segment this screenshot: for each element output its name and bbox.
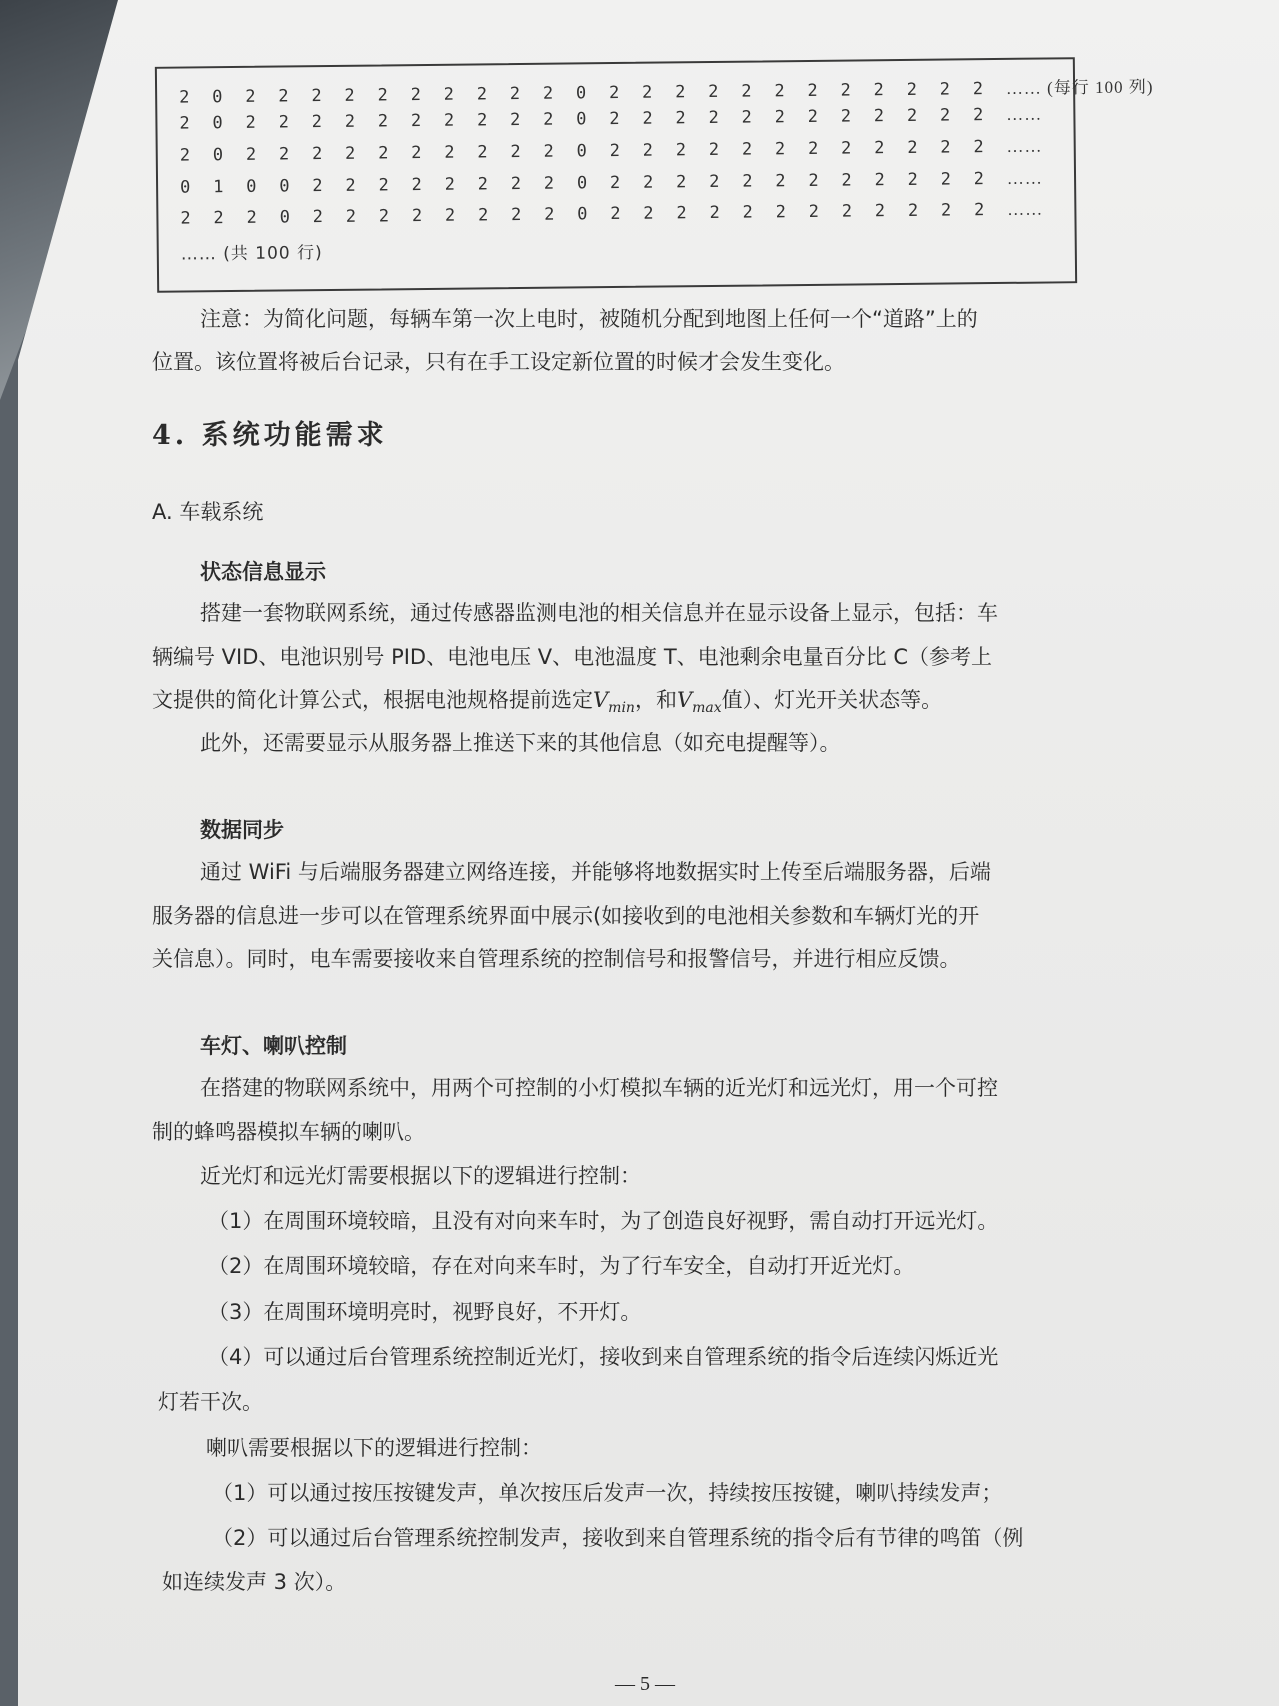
lights-paragraph-line: 在搭建的物联网系统中，用两个可控制的小灯模拟车辆的近光灯和远光灯，用一个可控 [200,1076,998,1100]
lights-paragraph-line: 近光灯和远光灯需要根据以下的逻辑进行控制： [200,1164,641,1188]
grid-row: 2 0 2 2 2 2 2 2 2 2 2 2 0 2 2 2 2 2 2 2 2 2 2 2 2 …… [179,104,1043,134]
sync-paragraph-line: 关信息）。同时，电车需要接收来自管理系统的控制信号和报警信号，并进行相应反馈。 [152,947,961,971]
status-paragraph-line: 辆编号 VID、电池识别号 PID、电池电压 V、电池温度 T、电池剩余电量百分比 C（参考上 [152,645,992,669]
grid-row: 2 0 2 2 2 2 2 2 2 2 2 2 0 2 2 2 2 2 2 2 2 2 2 2 2 …… (每行 100 列) [179,77,1154,108]
horn-list-item: 如连续发声 3 次）。 [162,1570,347,1594]
lights-list-item: （2）在周围环境较暗，存在对向来车时，为了行车安全，自动打开近光灯。 [208,1254,915,1278]
grid-row: 0 1 0 0 2 2 2 2 2 2 2 2 0 2 2 2 2 2 2 2 2 2 2 2 2 …… [180,168,1043,198]
status-paragraph-line: 此外，还需要显示从服务器上推送下来的其他信息（如充电提醒等）。 [200,731,841,755]
grid-row: 2 2 2 0 2 2 2 2 2 2 2 2 0 2 2 2 2 2 2 2 2 2 2 2 2 …… [180,199,1044,229]
sync-heading: 数据同步 [200,818,284,842]
note-line-1: 注意：为简化问题，每辆车第一次上电时，被随机分配到地图上任何一个“道路”上的 [200,307,978,331]
lights-list-item: （1）在周围环境较暗，且没有对向来车时，为了创造良好视野，需自动打开远光灯。 [208,1209,999,1233]
note-line-2: 位置。该位置将被后台记录，只有在手工设定新位置的时候才会发生变化。 [152,350,845,374]
status-paragraph-line: 搭建一套物联网系统，通过传感器监测电池的相关信息并在显示设备上显示，包括：车 [200,601,998,625]
lights-heading: 车灯、喇叭控制 [200,1034,347,1058]
section-title: 4. 系统功能需求 [152,420,388,451]
grid-row: 2 0 2 2 2 2 2 2 2 2 2 2 0 2 2 2 2 2 2 2 2 2 2 2 2 …… [179,136,1043,166]
subsection-a-title: A. 车载系统 [152,500,264,524]
horn-list-item: （2）可以通过后台管理系统控制发声，接收到来自管理系统的指令后有节律的鸣笛（例 [212,1526,1024,1550]
status-heading: 状态信息显示 [200,560,326,584]
lights-list-item: （4）可以通过后台管理系统控制近光灯，接收到来自管理系统的指令后连续闪烁近光 [208,1345,999,1369]
sync-paragraph-line: 通过 WiFi 与后端服务器建立网络连接，并能够将地数据实时上传至后端服务器，后端 [200,860,991,884]
horn-paragraph-line: 喇叭需要根据以下的逻辑进行控制： [206,1436,542,1460]
grid-footer: …… (共 100 行) [180,243,323,265]
lights-paragraph-line: 制的蜂鸣器模拟车辆的喇叭。 [152,1120,425,1144]
sync-paragraph-line: 服务器的信息进一步可以在管理系统界面中展示(如接收到的电池相关参数和车辆灯光的开 [152,904,980,928]
horn-list-item: （1）可以通过按压按键发声，单次按压后发声一次，持续按压按键，喇叭持续发声； [212,1481,1003,1505]
map-grid-box [155,57,1154,293]
lights-list-item: 灯若干次。 [158,1390,263,1414]
status-paragraph-line: 文提供的简化计算公式，根据电池规格提前选定$V_{min}$，和$V_{max}$值）、灯光开关状态等。 [152,688,943,717]
lights-list-item: （3）在周围环境明亮时，视野良好，不开灯。 [208,1300,642,1324]
page-number: — 5 — [615,1673,675,1695]
